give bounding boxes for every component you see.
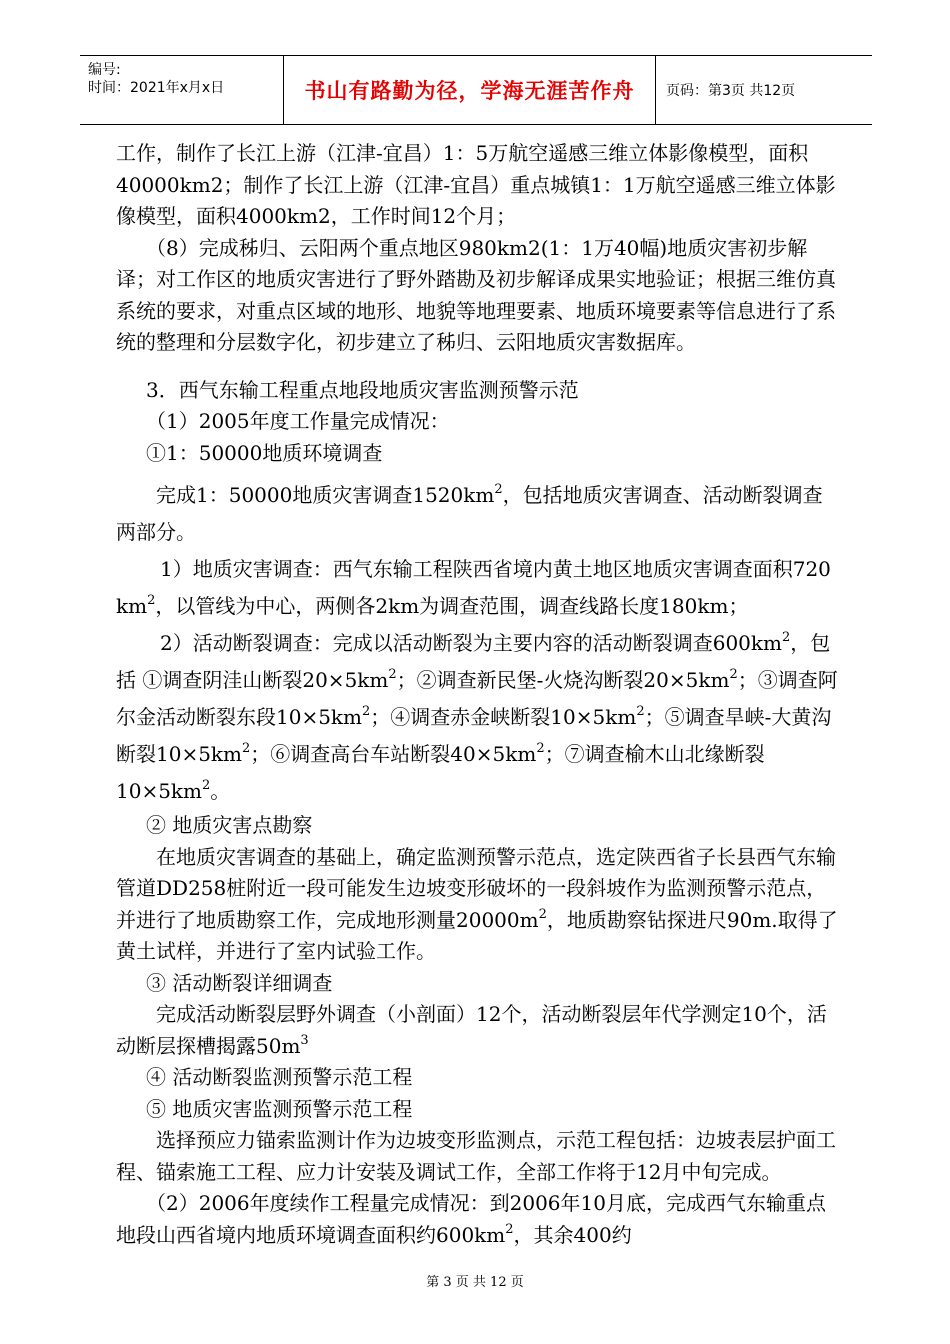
item-heading: ⑤ 地质灾害监测预警示范工程 bbox=[146, 1096, 413, 1121]
header-page-info: 页码：第3页 共12页 bbox=[666, 83, 796, 99]
header-meta bbox=[80, 56, 284, 124]
page-header bbox=[80, 55, 872, 125]
paragraph: （8）完成秭归、云阳两个重点地区980km2(1：1万40幅)地质灾害初步解译；对工作区的地质灾害进行了野外踏勘及初步解译成果实地验证；根据三维仿真系统的要求，对重点区域的地形、地貌等地理要素、地质环境要素等信息进行了系统的整理和分层数字化，初步建立了秭归、云阳地质灾害数据库。 bbox=[116, 235, 836, 354]
paragraph: 选择预应力锚索监测计作为边坡变形监测点，示范工程包括：边坡表层护面工程、锚索施工工程、应力计安装及调试工作，全部工作将于12月中旬完成。 bbox=[116, 1128, 836, 1184]
subsection-heading: （1）2005年度工作量完成情况： bbox=[146, 409, 450, 433]
document-number-label: 编号: bbox=[88, 62, 121, 78]
paragraph: 2）活动断裂调查：完成以活动断裂为主要内容的活动断裂调查$600km^2$，包括 ①调查阴洼山断裂$20\times 5km^2$；②调查新民堡-火烧沟断裂$20\times 5km^2$；③调查阿尔金活动断裂东段$10\times 5km^2$；④调查赤金峡断裂$10\times 5km^2$；⑤调查旱峡-大黄沟断裂$10\times 5km^2$；⑥调查高台车站断裂$40\times 5km^2$；⑦调查榆木山北缘断裂$10\times 5km^2$。 bbox=[116, 630, 838, 803]
paragraph: 完成活动断裂层野外调查（小剖面）12个，活动断裂层年代学测定10个，活动断层探槽揭露$50m^3$ bbox=[116, 1002, 827, 1058]
section-survey bbox=[116, 477, 838, 810]
section-inspection bbox=[116, 810, 838, 1251]
document-body bbox=[116, 138, 838, 1251]
item-heading: ①1：50000地质环境调查 bbox=[146, 440, 383, 465]
header-motto: 书山有路勤为径，学海无涯苦作舟 bbox=[284, 56, 656, 124]
section-remote-sensing bbox=[116, 138, 838, 359]
item-heading: ③ 活动断裂详细调查 bbox=[146, 970, 333, 995]
paragraph: 1）地质灾害调查：西气东输工程陕西省境内黄土地区地质灾害调查面积720 $km^2$，以管线为中心，两侧各2km为调查范围，调查线路长度180km； bbox=[116, 557, 831, 618]
section-heading: 3．西气东输工程重点地段地质灾害监测预警示范 bbox=[146, 377, 579, 402]
paragraph: 工作，制作了长江上游（江津-宜昌）1：5万航空遥感三维立体影像模型，面积40000km2；制作了长江上游（江津-宜昌）重点城镇1：1万航空遥感三维立体影像模型，面积4000km2，工作时间12个月； bbox=[116, 141, 836, 228]
item-heading: ② 地质灾害点勘察 bbox=[146, 813, 313, 837]
page-footer: 第 3 页 共 12 页 bbox=[426, 1275, 524, 1290]
paragraph: （2）2006年度续作工程量完成情况：到2006年10月底，完成西气东输重点地段山西省境内地质环境调查面积约$600km^2$，其余400约 bbox=[116, 1191, 826, 1247]
document-date: 时间：2021年x月x日 bbox=[88, 80, 225, 96]
paragraph: 在地质灾害调查的基础上，确定监测预警示范点，选定陕西省子长县西气东输管道DD258桩附近一段可能发生边坡变形破坏的一段斜坡作为监测预警示范点，并进行了地质勘察工作，完成地形测量$20000m^2$，地质勘察钻探进尺90m.取得了黄土试样，并进行了室内试验工作。 bbox=[116, 844, 838, 963]
item-heading: ④ 活动断裂监测预警示范工程 bbox=[146, 1065, 413, 1089]
paragraph: 完成1：50000地质灾害调查$1520km^2$，包括地质灾害调查、活动断裂调查两部分。 bbox=[116, 482, 823, 544]
